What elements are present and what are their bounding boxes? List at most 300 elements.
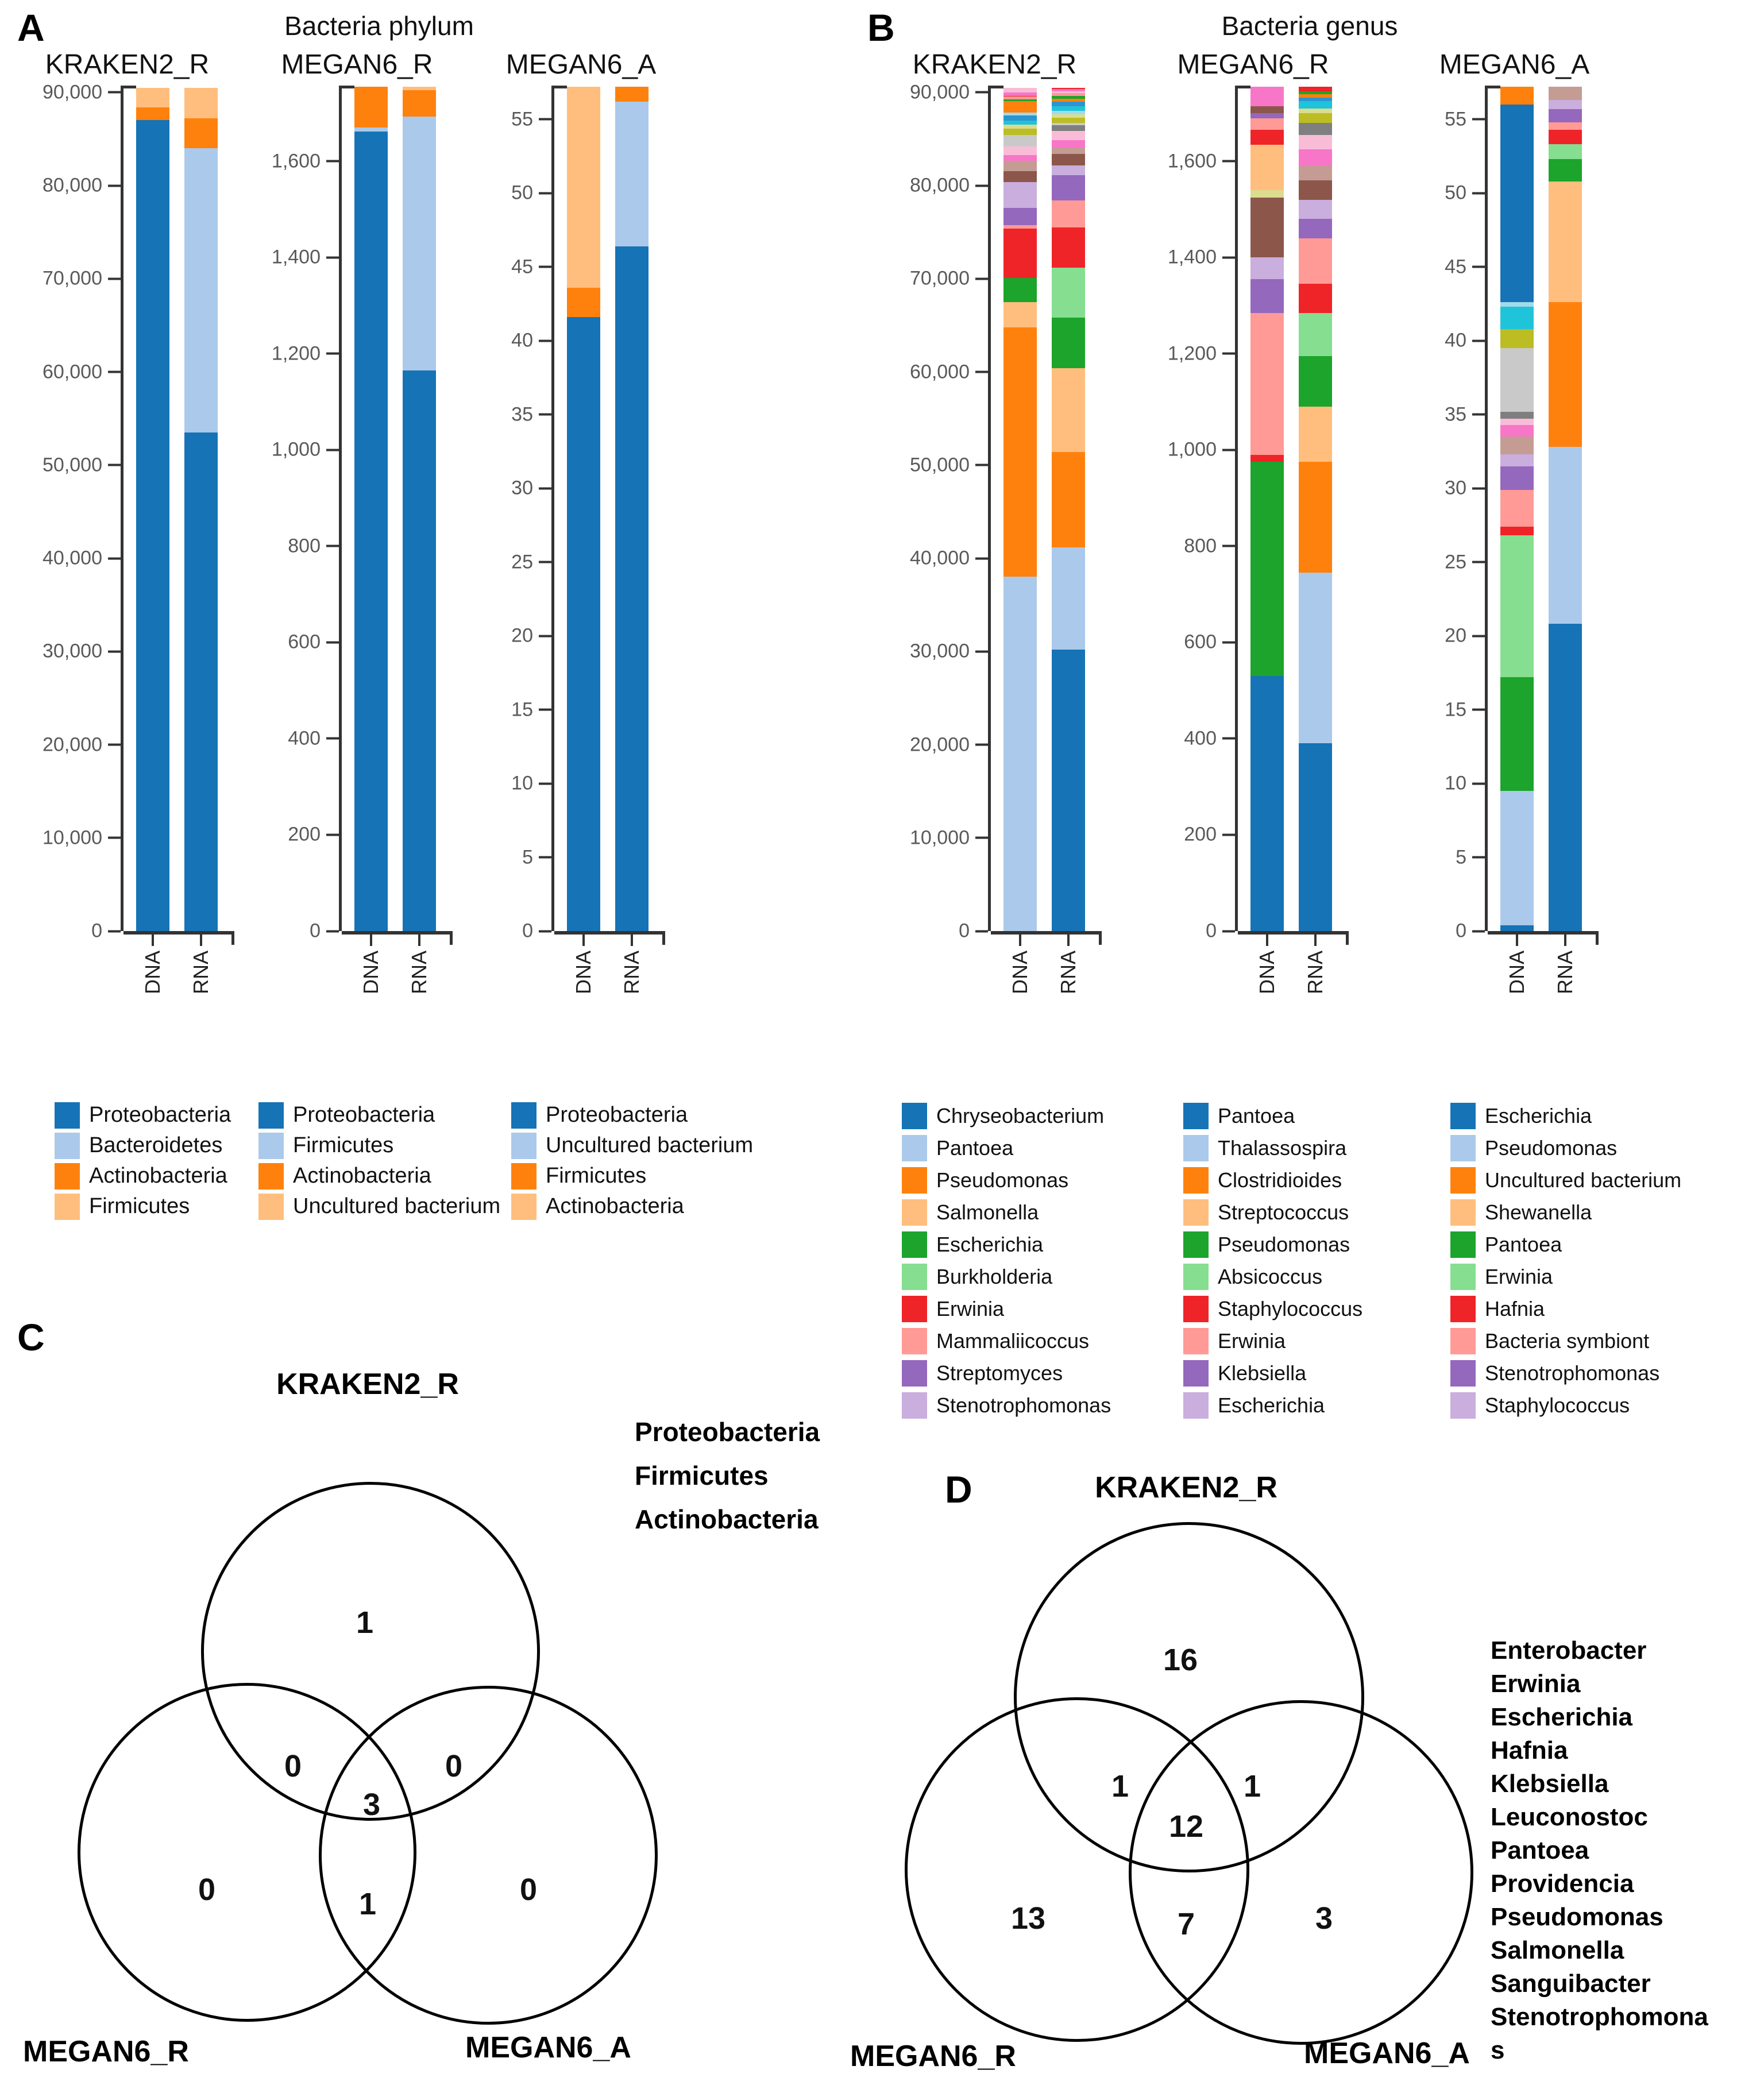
y-tick-label: 60,000 — [43, 361, 102, 383]
y-tick-mark — [539, 266, 551, 268]
chart-phylum-megan6a — [500, 49, 662, 994]
y-tick — [1184, 824, 1235, 846]
y-tick — [288, 824, 339, 846]
y-tick-mark — [975, 184, 988, 187]
legend-swatch — [1450, 1231, 1476, 1258]
panel-a-title: Bacteria phylum — [284, 11, 474, 41]
legend-swatch — [55, 1102, 80, 1129]
y-tick — [1184, 535, 1235, 557]
legend-swatch — [1183, 1231, 1209, 1258]
legend-item-pseudomonas — [902, 1164, 1111, 1196]
species-line: Stenotrophomona — [1491, 2003, 1708, 2031]
bar-segment-proteobacteria — [567, 317, 600, 931]
bar-segment-other — [1250, 130, 1284, 144]
y-tick-label: 45 — [511, 256, 533, 278]
y-tick — [910, 175, 988, 197]
panel-a — [17, 6, 844, 1304]
x-tick-label: RNA — [1553, 951, 1577, 995]
bar-segment-uncultured-bacterium — [615, 102, 649, 246]
legend-swatch — [1183, 1296, 1209, 1322]
x-tick-label: DNA — [572, 951, 595, 995]
y-axis — [1160, 87, 1238, 942]
y-tick-mark — [326, 256, 339, 258]
y-tick-label: 400 — [288, 727, 321, 750]
species-line: Sanguibacter — [1491, 1970, 1651, 1998]
y-tick-mark — [326, 353, 339, 355]
y-tick-label: 5 — [1456, 846, 1466, 868]
y-tick-label: 1,000 — [271, 438, 321, 461]
bar-segment-erwinia — [1500, 535, 1534, 677]
y-tick-label: 0 — [91, 920, 102, 942]
x-label-column — [184, 934, 218, 994]
legend-swatch — [258, 1102, 284, 1129]
bar-segment-other — [1003, 101, 1037, 113]
legend-label: Pseudomonas — [1218, 1233, 1350, 1256]
y-tick-mark — [1472, 635, 1485, 637]
legend-swatch — [902, 1167, 927, 1194]
legend-label: Klebsiella — [1218, 1361, 1307, 1385]
bar-segment-stenotrophomonas — [1500, 466, 1534, 490]
x-label-column — [1299, 934, 1332, 994]
y-tick — [910, 733, 988, 756]
y-tick-mark — [1472, 266, 1485, 268]
y-tick-label: 10,000 — [910, 827, 970, 849]
legend-swatch — [902, 1328, 927, 1354]
bar-segment-firmicutes — [354, 128, 388, 132]
y-tick-label: 40,000 — [43, 547, 102, 569]
legend-label: Clostridioides — [1218, 1168, 1342, 1192]
y-tick-label: 30,000 — [910, 640, 970, 662]
y-tick-mark — [1472, 709, 1485, 711]
y-tick-mark — [326, 545, 339, 547]
chart-title: KRAKEN2_R — [912, 49, 1077, 80]
stacked-bar-dna — [354, 87, 388, 931]
y-tick — [1206, 920, 1235, 943]
legend-label: Absicoccus — [1218, 1265, 1323, 1288]
bar-segment-other — [1299, 109, 1332, 113]
y-tick-mark — [108, 557, 121, 559]
legend-swatch — [1450, 1360, 1476, 1387]
legend-swatch — [511, 1102, 536, 1129]
y-tick-mark — [975, 837, 988, 839]
legend-label: Pseudomonas — [936, 1168, 1069, 1192]
y-tick — [43, 175, 121, 197]
y-tick — [310, 920, 339, 943]
y-tick — [1445, 403, 1485, 426]
y-axis — [264, 87, 342, 942]
panel-d-letter: D — [945, 1468, 972, 1511]
bar-segment-firmicutes — [184, 88, 218, 119]
x-axis-labels — [991, 934, 1099, 994]
y-tick-mark — [108, 930, 121, 932]
legend-genus-megan6a — [1450, 1100, 1681, 1422]
y-tick-mark — [1472, 192, 1485, 194]
y-tick — [511, 551, 551, 573]
legend-item-klebsiella — [1183, 1357, 1362, 1389]
bar-segment-other — [1500, 425, 1534, 437]
bar-segment-thalassospira — [1299, 573, 1332, 743]
y-tick — [288, 727, 339, 750]
bar-segment-hafnia — [1500, 527, 1534, 535]
bar-segment-other — [1003, 115, 1037, 121]
y-tick-label: 0 — [959, 920, 970, 942]
venn-d-count-megan6a-only: 3 — [1315, 1901, 1333, 1936]
y-tick-label: 70,000 — [43, 267, 102, 289]
y-tick-mark — [1472, 339, 1485, 342]
y-tick — [1445, 108, 1485, 130]
y-tick-label: 30 — [511, 477, 533, 499]
legend-item-pantoea — [1183, 1100, 1362, 1132]
x-tick-mark — [200, 934, 202, 946]
bar-segment-pseudomonas — [1500, 791, 1534, 925]
y-tick-mark — [539, 930, 551, 932]
y-tick-mark — [539, 635, 551, 637]
x-tick-mark — [1564, 934, 1566, 946]
bar-segment-staphylococcus — [1250, 455, 1284, 462]
species-line: Firmicutes — [635, 1461, 769, 1490]
legend-label: Chryseobacterium — [936, 1104, 1105, 1127]
y-tick — [910, 81, 988, 103]
x-tick-mark — [1067, 934, 1070, 946]
bar-segment-other — [1299, 98, 1332, 102]
venn-d-count-kraken2r-megan6r: 1 — [1111, 1769, 1129, 1804]
y-tick — [1184, 631, 1235, 654]
legend-swatch — [511, 1133, 536, 1159]
legend-label: Uncultured bacterium — [293, 1194, 501, 1218]
venn-d-label-megan6r: MEGAN6_R — [850, 2040, 1016, 2073]
bar-segment-shewanella — [1549, 182, 1582, 303]
y-axis — [1433, 87, 1488, 942]
venn-c-count-megan6r-megan6a: 1 — [358, 1887, 377, 1921]
legend-swatch — [511, 1194, 536, 1220]
bar-segment-other — [1052, 125, 1085, 131]
bar-segment-streptomyces — [1052, 175, 1085, 200]
bar-segment-pantoea — [1052, 547, 1085, 650]
venn-c-count-megan6a-only: 0 — [519, 1872, 538, 1907]
legend-swatch — [1183, 1360, 1209, 1387]
y-axis — [890, 81, 991, 942]
bar-segment-firmicutes — [567, 288, 600, 317]
bar-segment-other — [1299, 166, 1332, 180]
bar-segment-proteobacteria — [615, 246, 649, 931]
legend-swatch — [902, 1296, 927, 1322]
bar-segment-streptococcus — [1250, 145, 1284, 191]
y-tick-label: 40 — [1445, 329, 1466, 352]
bar-segment-other — [1052, 106, 1085, 111]
y-tick — [1456, 846, 1485, 868]
bar-segment-proteobacteria — [354, 132, 388, 931]
x-label-column — [1500, 934, 1534, 994]
y-tick — [910, 640, 988, 663]
x-label-column — [615, 934, 649, 994]
legend-label: Escherichia — [936, 1233, 1044, 1256]
chart-title: KRAKEN2_R — [45, 49, 210, 80]
y-tick — [288, 535, 339, 557]
bar-segment-pseudomonas — [1549, 447, 1582, 624]
venn-d-count-megan6r-megan6a: 7 — [1177, 1907, 1195, 1941]
y-tick-mark — [539, 118, 551, 121]
bar-segment-other — [1500, 437, 1534, 454]
x-tick-label: DNA — [1255, 951, 1279, 995]
legend-item-bacteria-symbiont — [1450, 1325, 1681, 1357]
y-tick — [910, 547, 988, 570]
legend-item-actinobacteria — [55, 1161, 231, 1191]
y-tick-label: 1,400 — [271, 246, 321, 268]
legend-genus-kraken2r — [902, 1100, 1111, 1422]
y-tick — [1168, 342, 1235, 365]
legend-label: Escherichia — [1218, 1393, 1325, 1417]
legend-item-proteobacteria — [55, 1100, 231, 1130]
x-tick-mark — [1266, 934, 1268, 946]
legend-item-erwinia — [1450, 1261, 1681, 1293]
legend-label: Pantoea — [1218, 1104, 1295, 1127]
y-tick — [511, 330, 551, 352]
x-tick-label: DNA — [141, 951, 164, 995]
y-tick — [272, 342, 339, 365]
bar-segment-other — [1003, 135, 1037, 146]
legend-swatch — [55, 1163, 80, 1190]
species-line: Proteobacteria — [635, 1417, 820, 1447]
y-tick-mark — [326, 737, 339, 740]
legend-label: Bacteroidetes — [89, 1133, 223, 1157]
bar-segment-pantoea — [1003, 577, 1037, 931]
y-tick-mark — [1472, 930, 1485, 932]
venn-d-circle-megan6a — [1129, 1700, 1473, 2045]
y-tick-label: 20,000 — [910, 733, 970, 755]
venn-d-count-kraken2r-only: 16 — [1163, 1643, 1198, 1677]
legend-label: Firmicutes — [546, 1164, 647, 1188]
species-line: Pantoea — [1491, 1836, 1589, 1864]
x-label-column — [136, 934, 169, 994]
y-tick-label: 35 — [511, 403, 533, 426]
legend-item-erwinia — [1183, 1325, 1362, 1357]
legend-item-pantoea — [1450, 1229, 1681, 1261]
bar-segment-other — [1299, 113, 1332, 123]
bar-segment-klebsiella — [1299, 219, 1332, 238]
y-tick-label: 1,000 — [1167, 438, 1217, 461]
plot-area — [123, 87, 231, 934]
legend-item-thalassospira — [1183, 1132, 1362, 1164]
venn-c-label-megan6r: MEGAN6_R — [23, 2035, 189, 2068]
bar-segment-salmonella — [1003, 302, 1037, 327]
legend-label: Pantoea — [936, 1136, 1014, 1160]
bar-segment-salmonella — [1052, 368, 1085, 452]
y-tick-label: 10 — [1445, 772, 1466, 794]
venn-d-shared-species-list — [1491, 1634, 1761, 2067]
bar-segment-pantoea — [1250, 676, 1284, 931]
legend-item-clostridioides — [1183, 1164, 1362, 1196]
bar-segment-other — [1052, 140, 1085, 148]
bar-segment-other — [1299, 87, 1332, 91]
chart-phylum-megan6r — [264, 49, 450, 994]
y-tick — [910, 361, 988, 383]
y-tick-mark — [1472, 118, 1485, 121]
bar-segment-firmicutes — [403, 117, 436, 370]
bar-segment-other — [1549, 87, 1582, 100]
legend-phylum-kraken2r — [55, 1100, 231, 1222]
legend-item-chryseobacterium — [902, 1100, 1111, 1132]
x-label-column — [567, 934, 600, 994]
bar-segment-pseudomonas — [1003, 327, 1037, 577]
y-axis — [500, 87, 554, 942]
legend-label: Firmicutes — [89, 1194, 190, 1218]
stacked-bar-dna — [1003, 87, 1037, 931]
y-tick-mark — [1472, 414, 1485, 416]
y-tick-label: 60,000 — [910, 361, 970, 383]
plot-area — [342, 87, 450, 934]
bar-segment-absicoccus — [1299, 313, 1332, 356]
legend-label: Proteobacteria — [89, 1103, 231, 1127]
stacked-bar-dna — [1500, 87, 1534, 931]
y-tick-mark — [539, 561, 551, 563]
y-tick — [43, 827, 121, 849]
y-tick-label: 15 — [1445, 698, 1466, 721]
y-tick-mark — [975, 371, 988, 373]
x-tick-label: RNA — [189, 951, 213, 995]
y-tick-label: 10,000 — [43, 827, 102, 849]
y-tick-label: 80,000 — [43, 174, 102, 196]
legend-label: Proteobacteria — [546, 1103, 688, 1127]
species-line: Erwinia — [1491, 1670, 1581, 1698]
y-tick-label: 90,000 — [43, 81, 102, 103]
stacked-bar-rna — [1549, 87, 1582, 931]
bar-segment-chryseobacterium — [1052, 650, 1085, 931]
y-tick-label: 30 — [1445, 477, 1466, 499]
y-tick-mark — [1222, 641, 1235, 643]
bar-segment-klebsiella — [1250, 279, 1284, 313]
y-tick-mark — [1472, 487, 1485, 489]
chart-genus-megan6r — [1160, 49, 1346, 994]
y-tick-mark — [108, 371, 121, 373]
y-tick-mark — [539, 856, 551, 859]
y-tick-label: 0 — [1456, 920, 1466, 942]
bar-segment-other — [1250, 190, 1284, 198]
legend-item-stenotrophomonas — [902, 1389, 1111, 1422]
bar-segment-burkholderia — [1052, 268, 1085, 318]
y-tick-label: 800 — [288, 535, 321, 557]
bar-segment-stenotrophomonas — [1003, 182, 1037, 208]
y-tick-label: 400 — [1184, 727, 1217, 750]
bar-segment-proteobacteria — [136, 120, 169, 931]
y-tick-mark — [108, 464, 121, 466]
y-tick-label: 20,000 — [43, 733, 102, 755]
bar-segment-other — [1003, 146, 1037, 155]
legend-label: Pantoea — [1485, 1233, 1562, 1256]
y-tick-label: 80,000 — [910, 174, 970, 196]
y-tick-label: 0 — [522, 920, 533, 942]
x-tick-mark — [1516, 934, 1518, 946]
bar-segment-other — [1299, 149, 1332, 166]
venn-c-count-kraken2r-megan6r: 0 — [284, 1749, 302, 1783]
bar-segment-stenotrophomonas — [1052, 165, 1085, 175]
y-tick — [1168, 246, 1235, 269]
legend-item-mammaliicoccus — [902, 1325, 1111, 1357]
stacked-bar-dna — [136, 87, 169, 931]
bar-segment-other — [1500, 419, 1534, 424]
venn-d-count-center: 12 — [1168, 1809, 1204, 1844]
bar-segment-other — [1500, 105, 1534, 302]
y-tick-mark — [975, 464, 988, 466]
x-tick-label: RNA — [1056, 951, 1080, 995]
x-tick-label: DNA — [1505, 951, 1528, 995]
chart-genus-kraken2r — [890, 49, 1099, 994]
y-tick — [43, 81, 121, 103]
bar-segment-clostridioides — [1299, 462, 1332, 573]
chart-title: MEGAN6_R — [1177, 49, 1329, 80]
legend-item-escherichia — [902, 1229, 1111, 1261]
y-tick-label: 0 — [310, 920, 321, 942]
species-line: Escherichia — [1491, 1703, 1633, 1731]
x-tick-mark — [152, 934, 154, 946]
x-tick-label: RNA — [407, 951, 431, 995]
y-tick-label: 45 — [1445, 256, 1466, 278]
legend-label: Thalassospira — [1218, 1136, 1347, 1160]
y-tick-mark — [975, 91, 988, 94]
bar-segment-erwinia — [1549, 144, 1582, 159]
y-tick — [288, 631, 339, 654]
bar-segment-actinobacteria — [136, 107, 169, 121]
legend-label: Staphylococcus — [1485, 1393, 1630, 1417]
stacked-bar-rna — [184, 87, 218, 931]
stacked-bar-rna — [615, 87, 649, 931]
legend-item-staphylococcus — [1183, 1293, 1362, 1325]
y-tick-label: 1,200 — [1167, 342, 1217, 365]
y-tick — [1168, 439, 1235, 461]
legend-swatch — [902, 1264, 927, 1290]
plot-area — [1238, 87, 1346, 934]
bar-segment-erwinia — [1250, 313, 1284, 455]
plot-area — [554, 87, 662, 934]
venn-c-shared-species-list — [635, 1410, 842, 1541]
y-tick-label: 20 — [1445, 624, 1466, 647]
legend-label: Pseudomonas — [1485, 1136, 1618, 1160]
y-tick-mark — [108, 744, 121, 746]
y-tick-label: 600 — [288, 631, 321, 653]
y-tick-mark — [1222, 449, 1235, 451]
y-tick-label: 1,600 — [1167, 150, 1217, 172]
legend-label: Actinobacteria — [89, 1164, 227, 1188]
x-tick-mark — [582, 934, 585, 946]
bar-segment-escherichia — [1052, 318, 1085, 368]
stacked-bar-rna — [1052, 87, 1085, 931]
y-tick-label: 50,000 — [43, 454, 102, 476]
legend-label: Stenotrophomonas — [1485, 1361, 1660, 1385]
y-tick-label: 1,400 — [1167, 246, 1217, 268]
bar-segment-staphylococcus — [1549, 100, 1582, 109]
legend-swatch — [1450, 1135, 1476, 1161]
species-line: s — [1491, 2036, 1505, 2064]
stacked-bar-rna — [1299, 87, 1332, 931]
x-axis-labels — [1238, 934, 1346, 994]
bar-segment-other — [1003, 125, 1037, 129]
legend-swatch — [1183, 1199, 1209, 1226]
legend-swatch — [1450, 1296, 1476, 1322]
legend-phylum-megan6r — [258, 1100, 500, 1222]
legend-label: Uncultured bacterium — [1485, 1168, 1682, 1192]
bar-segment-streptomyces — [1003, 208, 1037, 225]
y-tick-label: 35 — [1445, 403, 1466, 426]
x-tick-label: RNA — [620, 951, 643, 995]
bar-segment-stenotrophomonas — [1549, 109, 1582, 122]
chart-genus-megan6a — [1433, 49, 1596, 994]
bar-segment-escherichia — [1003, 278, 1037, 302]
legend-swatch — [511, 1163, 536, 1190]
legend-swatch — [1183, 1264, 1209, 1290]
bar-segment-pseudomonas — [1250, 462, 1284, 676]
y-tick — [1445, 477, 1485, 500]
bar-segment-other — [1003, 155, 1037, 161]
bar-segment-other — [1052, 114, 1085, 118]
